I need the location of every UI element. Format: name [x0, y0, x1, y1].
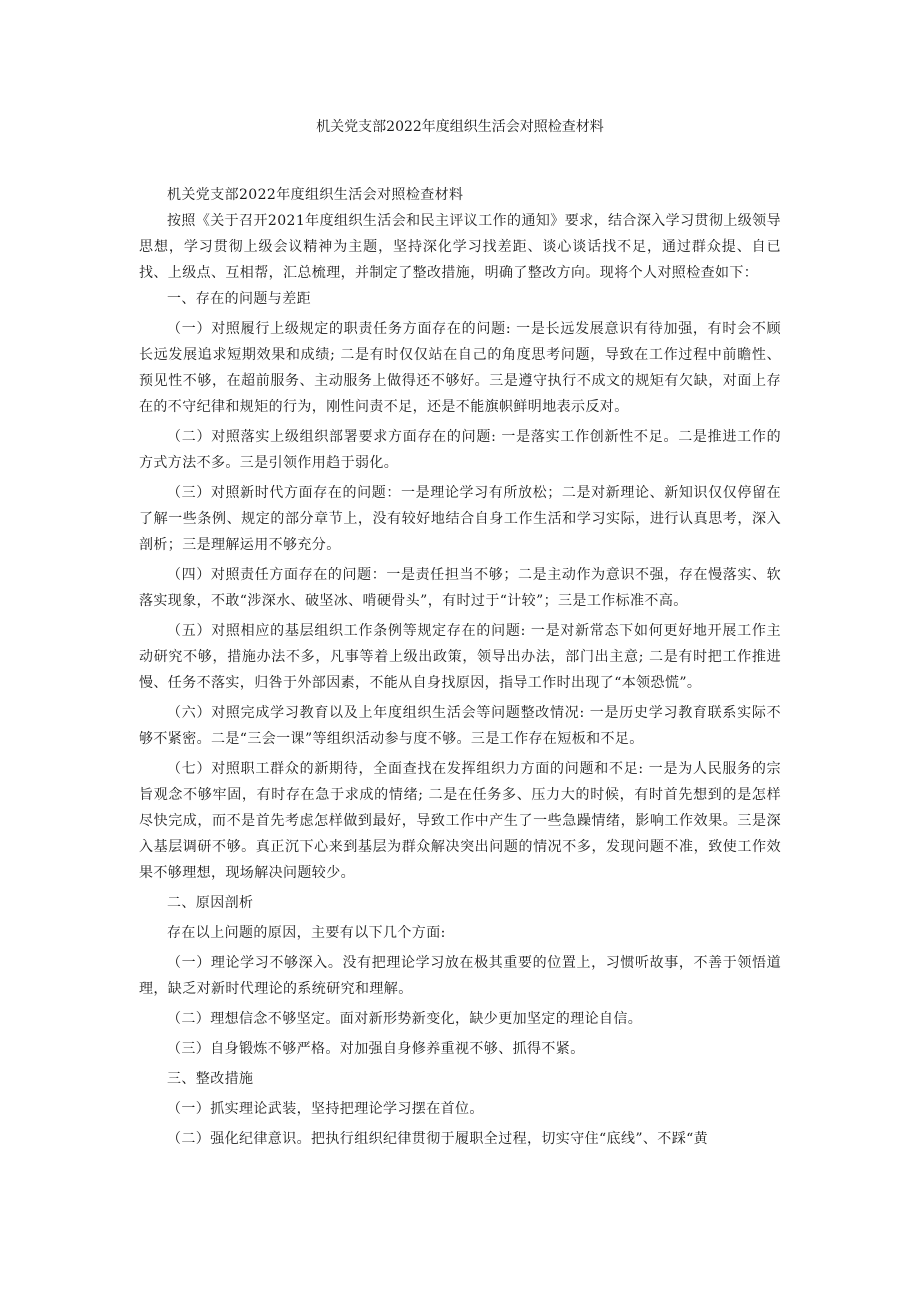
- problem-item-4: （四）对照责任方面存在的问题：一是责任担当不够；二是主动作为意识不强，存在慢落实、软落实现象，不敢“涉深水、破坚冰、啃硬骨头”，有时过于“计较”；三是工作标准不高。: [139, 567, 781, 609]
- document-title: 机关党支部2022年度组织生活会对照检查材料: [316, 119, 604, 135]
- measure-item-1: （一）抓实理论武装，坚持把理论学习摆在首位。: [167, 1101, 484, 1117]
- cause-item-2: （二）理想信念不够坚定。面对新形势新变化，缺少更加坚定的理论自信。: [167, 1011, 643, 1027]
- cause-item-1: （一）理论学习不够深入。没有把理论学习放在极其重要的位置上，习惯听故事，不善于领悟道理，缺乏对新时代理论的系统研究和理解。: [139, 955, 781, 997]
- intro-paragraph: 按照《关于召开2021年度组织生活会和民主评议工作的通知》要求，结合深入学习贯彻上级领导思想，学习贯彻上级会议精神为主题，坚持深化学习找差距、谈心谈话找不足，通过群众提、自已找、上级点、互相帮，汇总梳理，并制定了整改措施，明确了整改方向。现将个人对照检查如下：: [139, 213, 781, 281]
- problem-item-6: （六）对照完成学习教育以及上年度组织生活会等问题整改情况: 一是历史学习教育联系实际不够不紧密。二是“三会一课”等组织活动参与度不够。三是工作存在短板和不足。: [139, 705, 781, 747]
- measure-item-2: （二）强化纪律意识。把执行组织纪律贯彻于履职全过程，切实守住“底线”、不踩“黄: [167, 1131, 709, 1147]
- cause-item-3: （三）自身锻炼不够严格。对加强自身修养重视不够、抓得不紧。: [167, 1041, 585, 1057]
- problem-item-7: （七）对照职工群众的新期待，全面查找在发挥组织力方面的问题和不足: 一是为人民服务的宗旨观念不够牢固，有时存在急于求成的情绪; 二是在任务多、压力大的时候，有时首先想到的是怎样尽快完成，而不是首先考虑怎样做到最好，导致工作中产生了一些急躁情绪，影响工作效果。三是深入基层调研不够。真正沉下心来到基层为群众解决突出问题的情况不多，发现问题不准，致使工作效果不够理想，现场解决问题较少。: [139, 761, 781, 881]
- section-heading-measures: 三、整改措施: [167, 1071, 254, 1087]
- problem-item-3: （三）对照新时代方面存在的问题：一是理论学习有所放松；二是对新理论、新知识仅仅停留在了解一些条例、规定的部分章节上，没有较好地结合自身工作生活和学习实际，进行认真思考，深入剖析；三是理解运用不够充分。: [139, 485, 781, 553]
- causes-intro: 存在以上问题的原因，主要有以下几个方面:: [167, 925, 446, 941]
- problem-item-5: （五）对照相应的基层组织工作条例等规定存在的问题: 一是对新常态下如何更好地开展工作主动研究不够，措施办法不多，凡事等着上级出政策，领导出办法，部门出主意; 二是有时把工作推进慢、任务不落实，归咎于外部因素，不能从自身找原因，指导工作时出现了“本领恐慌”。: [139, 623, 781, 691]
- section-heading-causes: 二、原因剖析: [167, 895, 254, 911]
- problem-item-2: （二）对照落实上级组织部署要求方面存在的问题: 一是落实工作创新性不足。二是推进工作的方式方法不多。三是引领作用趋于弱化。: [139, 429, 781, 471]
- document-body: [139, 182, 781, 1152]
- section-heading-problems: 一、存在的问题与差距: [167, 291, 311, 307]
- subtitle-paragraph: 机关党支部2022年度组织生活会对照检查材料: [167, 187, 464, 203]
- problem-item-1: （一）对照履行上级规定的职责任务方面存在的问题: 一是长远发展意识有待加强，有时会不顾长远发展追求短期效果和成绩; 二是有时仅仅站在自己的角度思考问题，导致在工作过程中前瞻性、预见性不够，在超前服务、主动服务上做得还不够好。三是遵守执行不成文的规矩有欠缺，对面上存在的不守纪律和规矩的行为，刚性问责不足，还是不能旗帜鲜明地表示反对。: [139, 321, 781, 415]
